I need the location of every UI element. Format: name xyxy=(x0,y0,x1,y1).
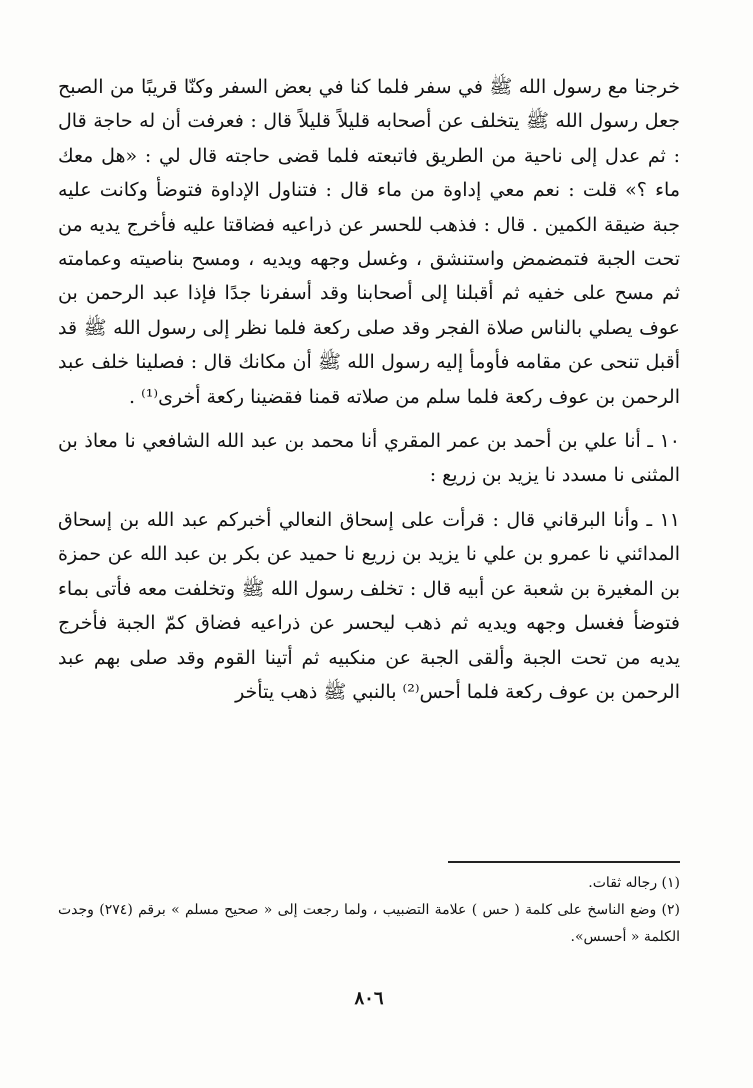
footnote-1: (١) رجاله ثقات. xyxy=(588,875,680,891)
book-page xyxy=(58,70,680,1060)
footnote-2: (٢) وضع الناسخ على كلمة ( حس ) علامة التضبيب ، ولما رجعت إلى « صحيح مسلم » برقم (٢٧٤) وجدت الكلمة « أحسس». xyxy=(58,902,681,945)
hadith-paragraph-11: ١١ ـ وأنا البرقاني قال : قرأت على إسحاق النعالي أخبركم عبد الله بن إسحاق المدائني نا عمرو بن علي نا يزيد بن زريع نا حميد عن بكر بن عبد الله عن حمزة بن المغيرة بن شعبة عن أبيه قال : تخلف رسول الله ﷺ وتخلفت معه فأتى بماء فتوضأ فغسل وجهه ويديه ثم ذهب ليحسر عن ذراعيه فضاق كمّ الجبة فأخرج يديه من تحت الجبة وألقى الجبة عن منكبيه ثم أتينا القوم وقد صلى بهم عبد الرحمن بن عوف ركعة فلما أحس⁽²⁾ بالنبي ﷺ ذهب يتأخر xyxy=(58,508,680,703)
footnote-divider xyxy=(448,861,680,863)
page-number: ٨٠٦ xyxy=(354,988,384,1009)
main-text xyxy=(58,70,680,709)
hadith-paragraph-continuation: خرجنا مع رسول الله ﷺ في سفر فلما كنا في بعض السفر وكنّا قريبًا من الصبح جعل رسول الله ﷺ يتخلف عن أصحابه قليلاً قليلاً قال : فعرفت أن له حاجة قال : ثم عدل إلى ناحية من الطريق فاتبعته فلما قضى حاجته قال لي : «هل معك ماء ؟» قلت : نعم معي إداوة من ماء قال : فتناول الإداوة فتوضأ وكانت عليه جبة ضيقة الكمين . قال : فذهب للحسر عن ذراعيه فضاقتا عليه فأخرج يديه من تحت الجبة فتمضمض واستنشق ، وغسل وجهه ويديه ، ومسح بناصيته وعمامته ثم مسح على خفيه ثم أقبلنا إلى أصحابنا وقد أسفرنا جدًا فإذا عبد الرحمن بن عوف يصلي بالناس صلاة الفجر وقد صلى ركعة فلما نظر إلى رسول الله ﷺ قد أقبل تنحى عن مقامه فأومأ إليه رسول الله ﷺ أن مكانك قال : فصلينا خلف عبد الرحمن بن عوف ركعة فلما سلم من صلاته قمنا فقضينا ركعة أخرى⁽¹⁾ . xyxy=(58,76,680,408)
hadith-paragraph-10: ١٠ ـ أنا علي بن أحمد بن عمر المقري أنا محمد بن عبد الله الشافعي نا معاذ بن المثنى نا مسدد نا يزيد بن زريع : xyxy=(58,430,680,487)
footnotes xyxy=(58,870,680,951)
